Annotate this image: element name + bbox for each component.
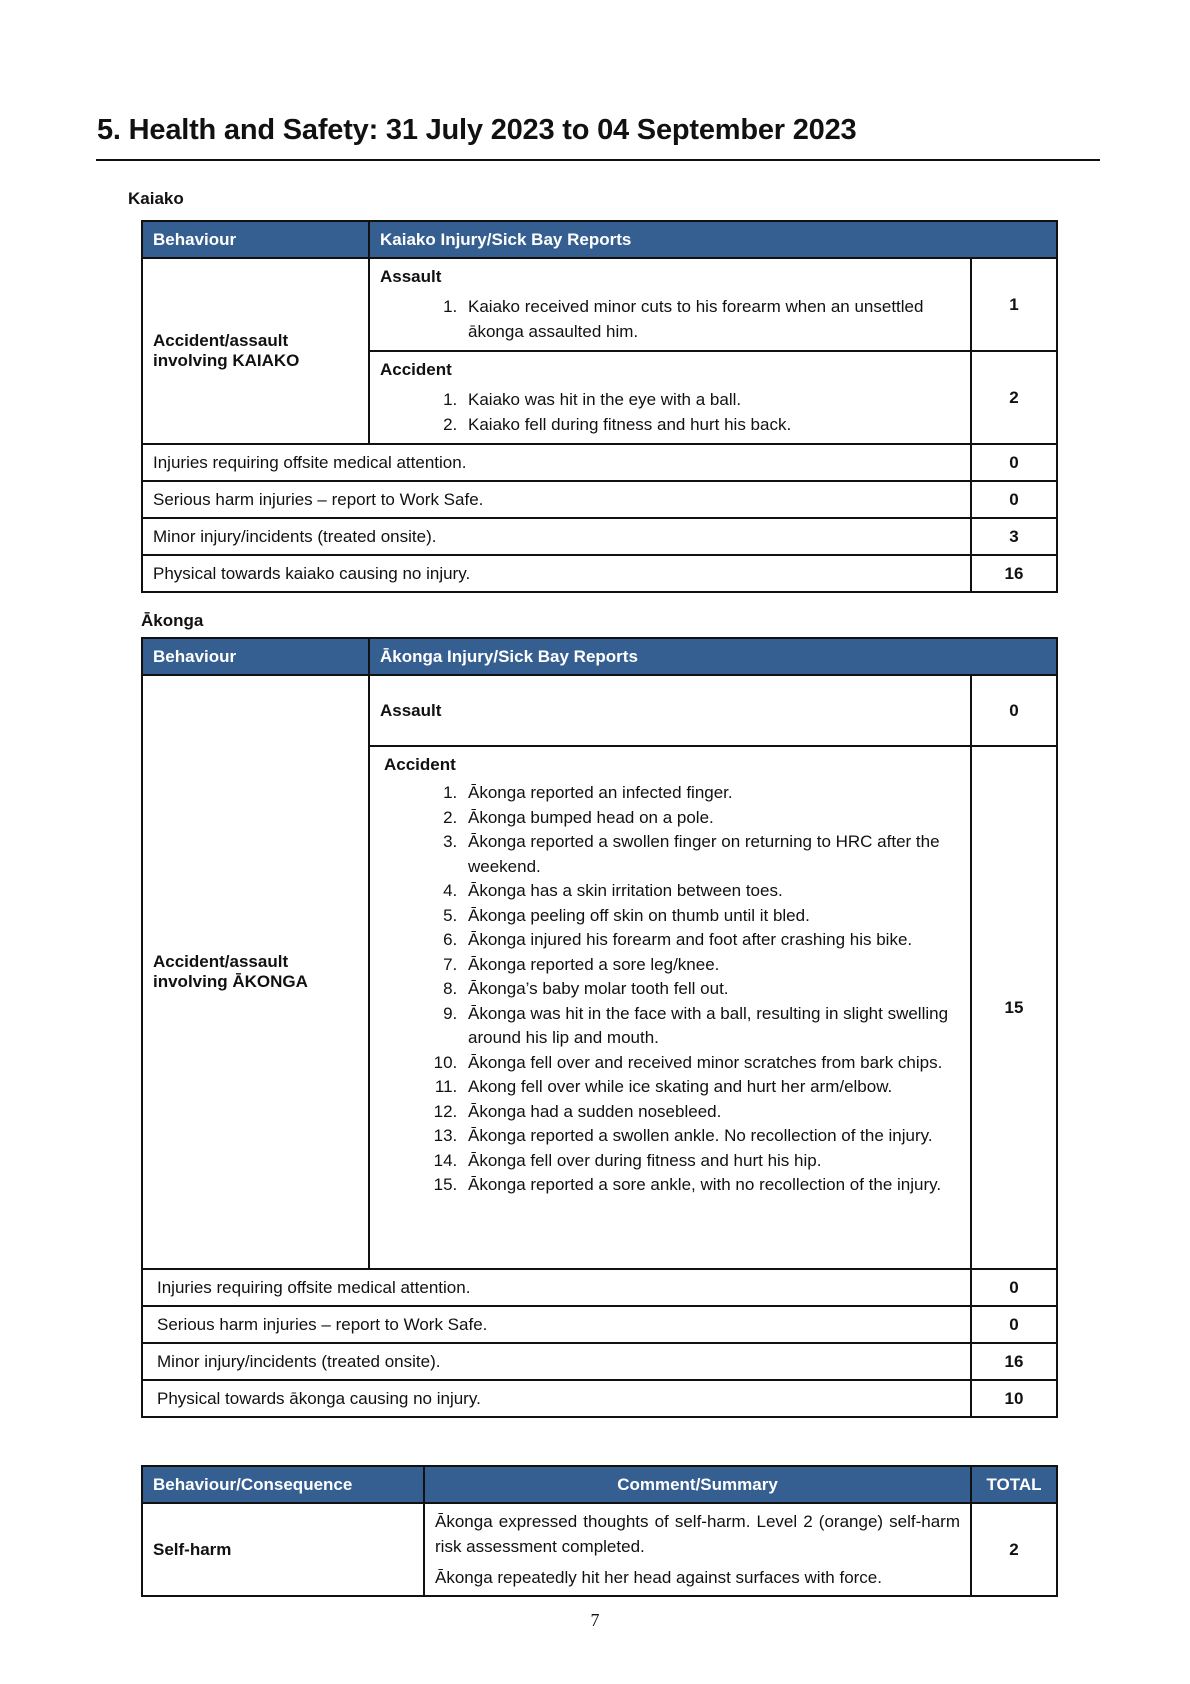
list-item: 12. Ākonga had a sudden nosebleed. [462, 1100, 960, 1125]
kaiako-header-behaviour: Behaviour [142, 221, 369, 258]
consequence-header-comment: Comment/Summary [424, 1466, 971, 1503]
list-item: 1. Kaiako was hit in the eye with a ball. [462, 388, 960, 413]
list-item: 5. Ākonga peeling off skin on thumb until it bled. [462, 904, 960, 929]
table-row [142, 1343, 1057, 1380]
list-item: 11. Akong fell over while ice skating and hurt her arm/elbow. [462, 1075, 960, 1100]
akonga-summary-count: 0 [971, 1269, 1057, 1306]
kaiako-section-label: Kaiako [128, 189, 184, 208]
akonga-section-label: Ākonga [141, 611, 204, 630]
kaiako-header-row [142, 221, 1057, 258]
page-number: 7 [590, 1610, 600, 1630]
table-row [142, 1306, 1057, 1343]
list-item: 13. Ākonga reported a swollen ankle. No recollection of the injury. [462, 1124, 960, 1149]
akonga-summary-count: 16 [971, 1343, 1057, 1380]
kaiako-summary-label: Minor injury/incidents (treated onsite). [142, 518, 971, 555]
list-item: 8. Ākonga’s baby molar tooth fell out. [462, 977, 960, 1002]
kaiako-header-reports: Kaiako Injury/Sick Bay Reports [369, 221, 1057, 258]
kaiako-assault-row [142, 258, 1057, 351]
consequence-comment [424, 1503, 971, 1596]
table-row [142, 555, 1057, 592]
akonga-summary-label: Serious harm injuries – report to Work Safe. [142, 1306, 971, 1343]
akonga-summary-label: Physical towards ākonga causing no injury. [142, 1380, 971, 1417]
akonga-summary-count: 0 [971, 1306, 1057, 1343]
kaiako-summary-count: 0 [971, 444, 1057, 481]
kaiako-assault-cell [369, 258, 971, 351]
kaiako-table [141, 220, 1058, 593]
akonga-header-row [142, 638, 1057, 675]
table-row [142, 444, 1057, 481]
kaiako-summary-label: Physical towards kaiako causing no injury. [142, 555, 971, 592]
kaiako-assault-label: Assault [380, 267, 442, 286]
table-row [142, 481, 1057, 518]
kaiako-accident-list [380, 388, 960, 437]
list-item: 4. Ākonga has a skin irritation between toes. [462, 879, 960, 904]
kaiako-summary-count: 3 [971, 518, 1057, 555]
kaiako-summary-label: Injuries requiring offsite medical attention. [142, 444, 971, 481]
akonga-assault-row [142, 675, 1057, 746]
list-item: 9. Ākonga was hit in the face with a ball, resulting in slight swelling around his lip and mouth. [462, 1002, 960, 1051]
comment-line: Ākonga repeatedly hit her head against surfaces with force. [435, 1568, 882, 1587]
table-row [142, 1503, 1057, 1596]
list-item: 14. Ākonga fell over during fitness and hurt his hip. [462, 1149, 960, 1174]
list-item: 1. Kaiako received minor cuts to his forearm when an unsettled ākonga assaulted him. [462, 295, 960, 344]
consequence-header-behaviour: Behaviour/Consequence [142, 1466, 424, 1503]
kaiako-accident-label: Accident [380, 360, 452, 379]
kaiako-summary-count: 16 [971, 555, 1057, 592]
kaiako-summary-count: 0 [971, 481, 1057, 518]
title-rule [96, 159, 1100, 161]
consequence-total: 2 [971, 1503, 1057, 1596]
table-row [142, 518, 1057, 555]
kaiako-assault-count: 1 [971, 258, 1057, 351]
kaiako-assault-list [380, 295, 960, 344]
akonga-assault-count: 0 [971, 675, 1057, 746]
table-row [142, 1269, 1057, 1306]
consequence-behaviour: Self-harm [142, 1503, 424, 1596]
consequence-header-row [142, 1466, 1057, 1503]
akonga-header-reports: Ākonga Injury/Sick Bay Reports [369, 638, 1057, 675]
consequence-table [141, 1465, 1058, 1597]
list-item: 7. Ākonga reported a sore leg/knee. [462, 953, 960, 978]
consequence-header-total: TOTAL [971, 1466, 1057, 1503]
kaiako-behaviour-label: Accident/assault involving KAIAKO [142, 258, 369, 444]
akonga-accident-list [384, 781, 960, 1198]
kaiako-accident-cell [369, 351, 971, 444]
list-item: 1. Ākonga reported an infected finger. [462, 781, 960, 806]
table-row [142, 1380, 1057, 1417]
list-item: 2. Kaiako fell during fitness and hurt his back. [462, 413, 960, 438]
akonga-header-behaviour: Behaviour [142, 638, 369, 675]
akonga-behaviour-label: Accident/assault involving ĀKONGA [142, 675, 369, 1269]
akonga-summary-count: 10 [971, 1380, 1057, 1417]
akonga-summary-label: Minor injury/incidents (treated onsite). [142, 1343, 971, 1380]
list-item: 10. Ākonga fell over and received minor scratches from bark chips. [462, 1051, 960, 1076]
kaiako-summary-label: Serious harm injuries – report to Work Safe. [142, 481, 971, 518]
kaiako-accident-count: 2 [971, 351, 1057, 444]
list-item: 6. Ākonga injured his forearm and foot after crashing his bike. [462, 928, 960, 953]
akonga-accident-cell [369, 746, 971, 1269]
comment-line: Ākonga expressed thoughts of self-harm. Level 2 (orange) self-harm risk assessment completed. [435, 1512, 960, 1556]
akonga-assault-label: Assault [369, 675, 971, 746]
akonga-accident-label: Accident [384, 755, 456, 774]
akonga-table [141, 637, 1058, 1418]
akonga-accident-count: 15 [971, 746, 1057, 1269]
list-item: 2. Ākonga bumped head on a pole. [462, 806, 960, 831]
page-title: 5. Health and Safety: 31 July 2023 to 04 September 2023 [97, 114, 857, 146]
akonga-summary-label: Injuries requiring offsite medical attention. [142, 1269, 971, 1306]
list-item: 15. Ākonga reported a sore ankle, with no recollection of the injury. [462, 1173, 960, 1198]
list-item: 3. Ākonga reported a swollen finger on returning to HRC after the weekend. [462, 830, 960, 879]
